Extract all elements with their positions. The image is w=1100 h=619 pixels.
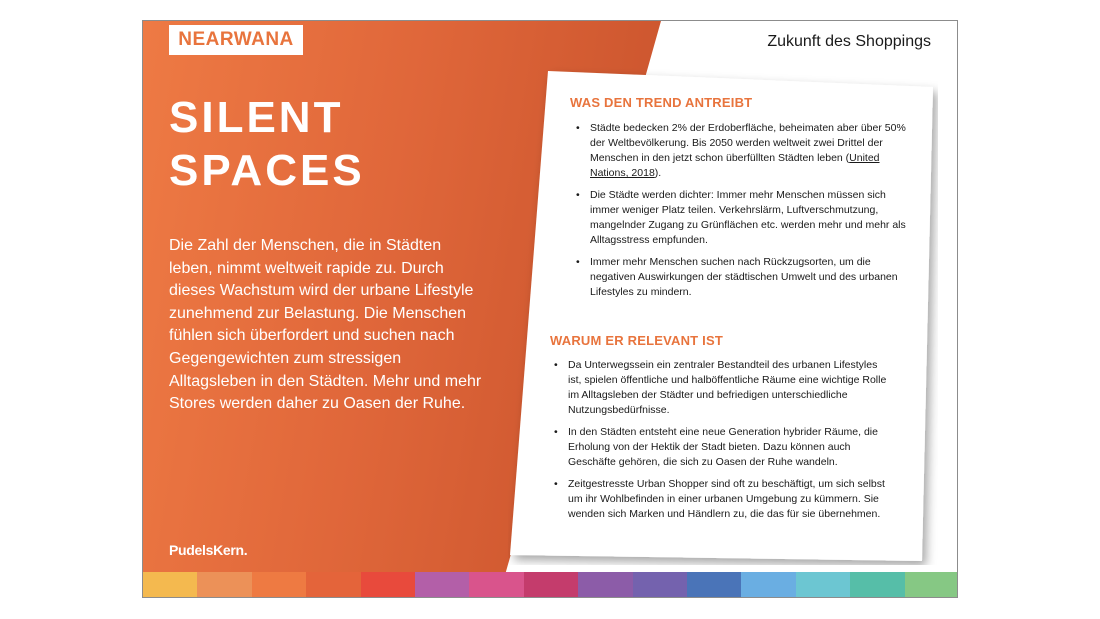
relevance-item: • Zeitgestresste Urban Shopper sind oft zu beschäftigt, um sich selbst um ihr Wohlbefinden in einer urbanen Umgebung zu kümmern. Sie wenden sich Marken und Händlern zu, die das für sie übernehmen.: [552, 477, 892, 522]
drivers-title: WAS DEN TREND ANTREIBT: [570, 95, 753, 110]
brand-label: NEARWANA: [178, 29, 294, 50]
color-swatch: [741, 572, 795, 598]
drivers-item: • Städte bedecken 2% der Erdoberfläche, beheimaten aber über 50% der Weltbevölkerung. Bis 2050 werden weltweit zwei Drittel der Menschen in den jetzt schon überfüllten Städten leben (United Nations, 2018).: [574, 121, 906, 181]
color-swatch: [905, 572, 958, 598]
drivers-list: [574, 121, 906, 307]
slide: [142, 20, 958, 598]
headline-line-2: SPACES: [169, 146, 365, 195]
united-nations-link[interactable]: United Nations, 2018: [590, 152, 880, 179]
color-swatch: [796, 572, 850, 598]
color-swatch: [469, 572, 523, 598]
drivers-item: • Immer mehr Menschen suchen nach Rückzugsorten, um die negativen Auswirkungen der städtischen Umwelt und des urbanen Lifestyles zu mindern.: [574, 255, 906, 300]
color-swatch: [687, 572, 741, 598]
color-swatch: [361, 572, 415, 598]
color-swatch: [306, 572, 360, 598]
color-swatch: [633, 572, 687, 598]
headline: [169, 91, 365, 197]
color-swatch: [252, 572, 306, 598]
color-swatch: [578, 572, 632, 598]
header-title: Zukunft des Shoppings: [767, 33, 931, 50]
relevance-list: [552, 358, 892, 529]
color-swatch: [850, 572, 904, 598]
color-swatch: [415, 572, 469, 598]
color-swatch: [197, 572, 251, 598]
relevance-item: • Da Unterwegssein ein zentraler Bestandteil des urbanen Lifestyles ist, spielen öffentliche und halböffentliche Räume eine wichtige Rolle im Alltagsleben der Städter und befriedigen unterschiedliche Nutzungsbedürfnisse.: [552, 358, 892, 418]
info-card: [508, 65, 938, 565]
color-swatch: [143, 572, 197, 598]
color-swatch: [524, 572, 578, 598]
pudelskern-logo: PudelsKern.: [169, 542, 248, 558]
brand-box: [169, 25, 303, 55]
relevance-item: • In den Städten entsteht eine neue Generation hybrider Räume, die Erholung von der Hektik der Stadt bieten. Dazu können auch Geschäfte gehören, die sich zu Oasen der Ruhe wandeln.: [552, 425, 892, 470]
intro-text: Die Zahl der Menschen, die in Städten leben, nimmt weltweit rapide zu. Durch dieses Wachstum wird der urbane Lifestyle zunehmend zur Belastung. Die Menschen fühlen sich überfordert und suchen nach Gegengewichten zum stressigen Alltagsleben in den Städten. Mehr und mehr Stores werden daher zu Oasen der Ruhe.: [169, 237, 482, 413]
headline-line-1: SILENT: [169, 93, 344, 142]
relevance-title: WARUM ER RELEVANT IST: [550, 333, 723, 348]
drivers-item: • Die Städte werden dichter: Immer mehr Menschen müssen sich immer weniger Platz teilen. Verkehrslärm, Luftverschmutzung, mangelnder Zugang zu Grünflächen etc. werden mehr und mehr als Alltagsstress empfunden.: [574, 188, 906, 248]
color-bar: [143, 572, 958, 598]
